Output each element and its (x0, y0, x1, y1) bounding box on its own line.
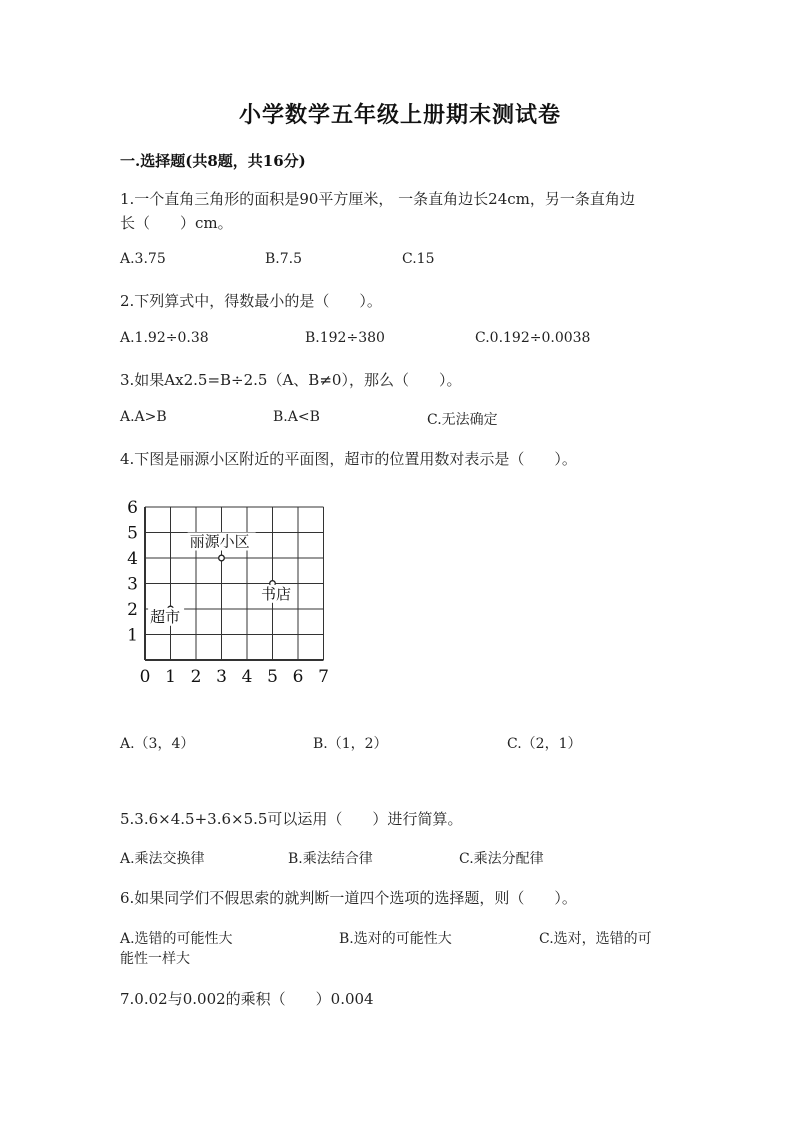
question-3-option-a: A.A>B (120, 409, 167, 425)
place-marker (219, 555, 225, 561)
x-tick-label: 7 (318, 667, 329, 687)
question-4-option-b: B.（1，2） (313, 736, 388, 752)
page-title: 小学数学五年级上册期末测试卷 (238, 102, 561, 128)
place-label: 丽源小区 (189, 532, 250, 551)
question-2-option-a: A.1.92÷0.38 (120, 330, 209, 346)
coordinate-grid-map (120, 495, 350, 695)
question-6-option-c-line2: 能性一样大 (120, 951, 190, 967)
section-heading: 一.选择题(共8题，共16分) (120, 152, 306, 170)
grid-lines (145, 507, 324, 660)
question-4-text: 4.下图是丽源小区附近的平面图，超市的位置用数对表示是（ ）。 (120, 450, 577, 468)
y-tick-label: 1 (127, 625, 138, 646)
y-tick-label: 2 (127, 600, 138, 620)
x-tick-label: 5 (267, 667, 278, 687)
question-1-option-a: A.3.75 (120, 251, 166, 267)
x-tick-label: 6 (292, 667, 304, 687)
question-4-option-a: A.（3，4） (120, 736, 195, 752)
question-3-text: 3.如果Ax2.5=B÷2.5（A、B≠0），那么（ ）。 (120, 371, 462, 389)
question-5-text: 5.3.6×4.5+3.6×5.5可以运用（ ）进行简算。 (120, 810, 463, 828)
question-3-option-b: B.A<B (273, 409, 320, 425)
question-5-option-a: A.乘法交换律 (120, 851, 205, 867)
place-label: 超市 (150, 607, 181, 626)
question-1-option-c: C.15 (402, 251, 435, 267)
question-6-option-c-line1: C.选对，选错的可 (539, 931, 652, 947)
question-2-option-b: B.192÷380 (305, 330, 385, 346)
y-tick-label: 3 (127, 574, 138, 595)
question-5-option-b: B.乘法结合律 (288, 851, 373, 867)
question-6-option-b: B.选对的可能性大 (339, 931, 452, 947)
axis-ticks (127, 498, 329, 687)
question-6-option-a: A.选错的可能性大 (120, 931, 233, 947)
question-3-option-c: C.无法确定 (427, 412, 498, 428)
x-tick-label: 3 (216, 667, 227, 687)
x-tick-label: 1 (165, 667, 176, 687)
question-6-text: 6.如果同学们不假思索的就判断一道四个选项的选择题，则（ ）。 (120, 889, 577, 907)
y-tick-label: 6 (127, 498, 138, 518)
y-tick-label: 4 (127, 549, 138, 569)
x-tick-label: 2 (190, 667, 202, 687)
x-tick-label: 0 (139, 667, 151, 687)
question-4-option-c: C.（2，1） (507, 736, 582, 752)
question-1-text-line2: 长（ ）cm。 (120, 214, 233, 232)
y-tick-label: 5 (127, 523, 138, 544)
question-2-option-c: C.0.192÷0.0038 (475, 330, 591, 346)
question-1-option-b: B.7.5 (265, 251, 303, 267)
x-tick-label: 4 (241, 667, 253, 687)
question-5-option-c: C.乘法分配律 (459, 851, 544, 867)
question-7-text: 7.0.02与0.002的乘积（ ）0.004 (120, 990, 374, 1008)
question-2-text: 2.下列算式中，得数最小的是（ ）。 (120, 292, 382, 310)
question-1-text-line1: 1.一个直角三角形的面积是90平方厘米， 一条直角边长24cm，另一条直角边 (120, 190, 635, 208)
place-label: 书店 (261, 584, 292, 603)
